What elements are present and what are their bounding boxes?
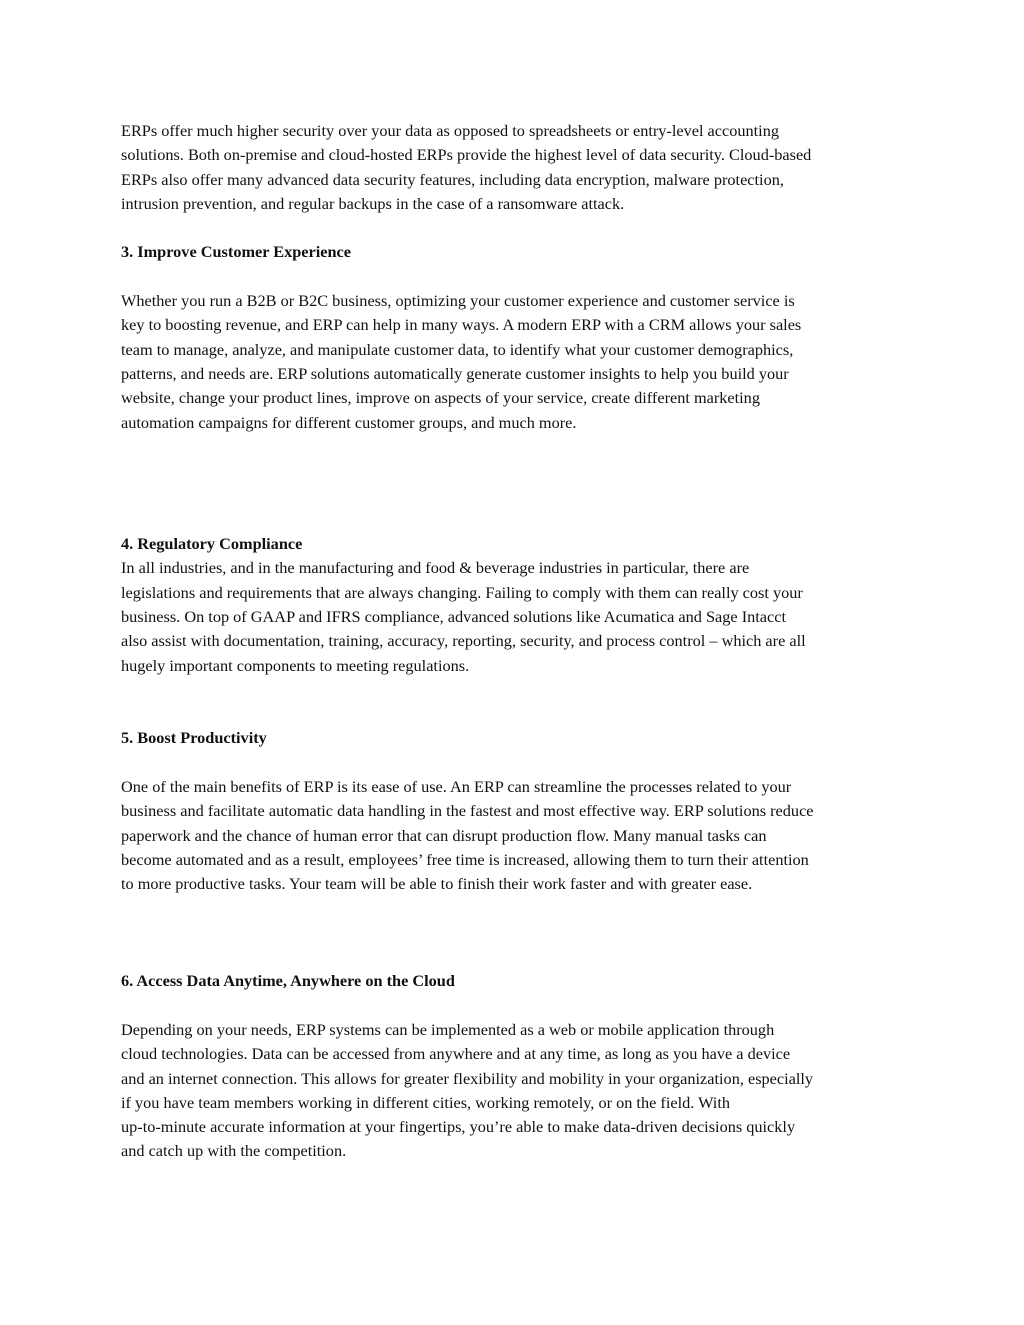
text-line: become automated and as a result, employees’ free time is increased, allowing them to turn their attention [121,849,809,869]
section-3-heading: 3. Improve Customer Experience [121,242,352,262]
text-line: also assist with documentation, training, accuracy, reporting, security, and process control – which are all [121,631,806,651]
text-line: intrusion prevention, and regular backups in the case of a ransomware attack. [121,193,625,213]
text-line: legislations and requirements that are always changing. Failing to comply with them can really cost your [121,582,803,602]
text-line: In all industries, and in the manufacturing and food & beverage industries in particular, there are [121,558,750,578]
text-line: ERPs offer much higher security over your data as opposed to spreadsheets or entry-level accounting [121,121,779,140]
text-line: cloud technologies. Data can be accessed from anywhere and at any time, as long as you have a device [121,1044,791,1064]
text-line: Depending on your needs, ERP systems can be implemented as a web or mobile application through [121,1019,775,1039]
section-6-heading: 6. Access Data Anytime, Anywhere on the Cloud [121,971,455,991]
document-body [121,119,907,1164]
text-line: automation campaigns for different customer groups, and much more. [121,412,577,432]
text-line: hugely important components to meeting regulations. [121,655,470,675]
section-4-paragraph [121,556,907,677]
intro-paragraph [121,119,907,216]
text-line: One of the main benefits of ERP is its ease of use. An ERP can streamline the processes related to your [121,777,792,797]
section-4-heading: 4. Regulatory Compliance [121,534,303,554]
text-line: business and facilitate automatic data handling in the fastest and most effective way. ERP solutions reduce [121,801,814,821]
text-line: and an internet connection. This allows for greater flexibility and mobility in your organization, especially [121,1068,814,1088]
section-5-paragraph [121,775,907,896]
section-6-paragraph [121,1018,907,1164]
text-line: team to manage, analyze, and manipulate customer data, to identify what your customer demographics, [121,339,794,359]
text-line: if you have team members working in different cities, working remotely, or on the field. With [121,1092,730,1112]
text-line: website, change your product lines, improve on aspects of your service, create different marketing [121,388,760,408]
text-line: ERPs also offer many advanced data security features, including data encryption, malware protection, [121,169,784,189]
text-line: to more productive tasks. Your team will be able to finish their work faster and with greater ease. [121,874,753,894]
section-5-heading: 5. Boost Productivity [121,728,267,748]
text-line: key to boosting revenue, and ERP can help in many ways. A modern ERP with a CRM allows your sales [121,315,802,335]
section-3-paragraph [121,289,907,435]
text-line: solutions. Both on-premise and cloud-hosted ERPs provide the highest level of data security. Cloud-based [121,145,812,165]
text-line: paperwork and the chance of human error that can disrupt production flow. Many manual tasks can [121,825,767,845]
text-line: business. On top of GAAP and IFRS compliance, advanced solutions like Acumatica and Sage Intacct [121,606,786,626]
text-line: up-to-minute accurate information at your fingertips, you’re able to make data-driven decisions quickly [121,1117,796,1137]
text-line: patterns, and needs are. ERP solutions automatically generate customer insights to help you build your [121,363,789,383]
text-line: and catch up with the competition. [121,1141,347,1161]
text-line: Whether you run a B2B or B2C business, optimizing your customer experience and customer service is [121,291,795,311]
